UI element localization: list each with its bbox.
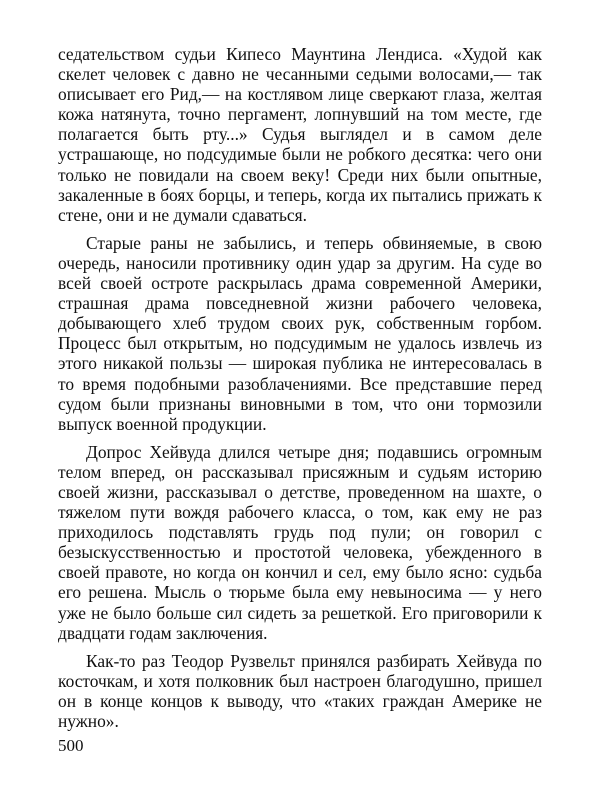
paragraph-4: Как-то раз Теодор Рузвельт принялся разбирать Хейвуда по косточкам, и хотя полковник был настроен благодушно, пришел он в конце концов к выводу, что «таких граждан Америке не нужно». bbox=[58, 650, 542, 731]
page-number: 500 bbox=[58, 736, 84, 755]
paragraph-3: Допрос Хейвуда длился четыре дня; подавшись огромным телом вперед, он рассказывал присяжным и судьям историю своей жизни, рассказывал о детстве, проведенном на шахте, о тяжелом пути вождя рабочего класса, о том, как ему не раз приходилось подставлять грудь под пули; он говорил с безыскусственностью и простотой человека, убежденного в своей правоте, но когда он кончил и сел, ему было ясно: судьба его решена. Мысль о тюрьме была ему невыносима — у него уже не было больше сил сидеть за решеткой. Его приговорили к двадцати годам заключения. bbox=[58, 441, 542, 643]
page-body bbox=[58, 44, 542, 739]
paragraph-2: Старые раны не забылись, и теперь обвиняемые, в свою очередь, наносили противнику один удар за другим. На суде во всей своей остроте раскрылась драма современной Америки, страшная драма повседневной жизни рабочего человека, добывающего хлеб трудом своих рук, собственным горбом. Процесс был открытым, но подсудимым не удалось извлечь из этого никакой пользы — широкая публика не интересовалась в то время подобными разоблачениями. Все представшие перед судом были признаны виновными в том, что они тормозили выпуск военной продукции. bbox=[58, 232, 542, 434]
paragraph-1: седательством судьи Кипесо Маунтина Лендиса. «Худой как скелет человек с давно не чесанными седыми волосами,— так описывает его Рид,— на костлявом лице сверкают глаза, желтая кожа натянута, точно пергамент, лопнувший на том месте, где полагается быть рту...» Судья выглядел и в самом деле устрашающе, но подсудимые были не робкого десятка: чего они только не повидали на своем веку! Среди них были опытные, закаленные в боях борцы, и теперь, когда их пытались прижать к стене, они и не думали сдаваться. bbox=[58, 44, 542, 225]
